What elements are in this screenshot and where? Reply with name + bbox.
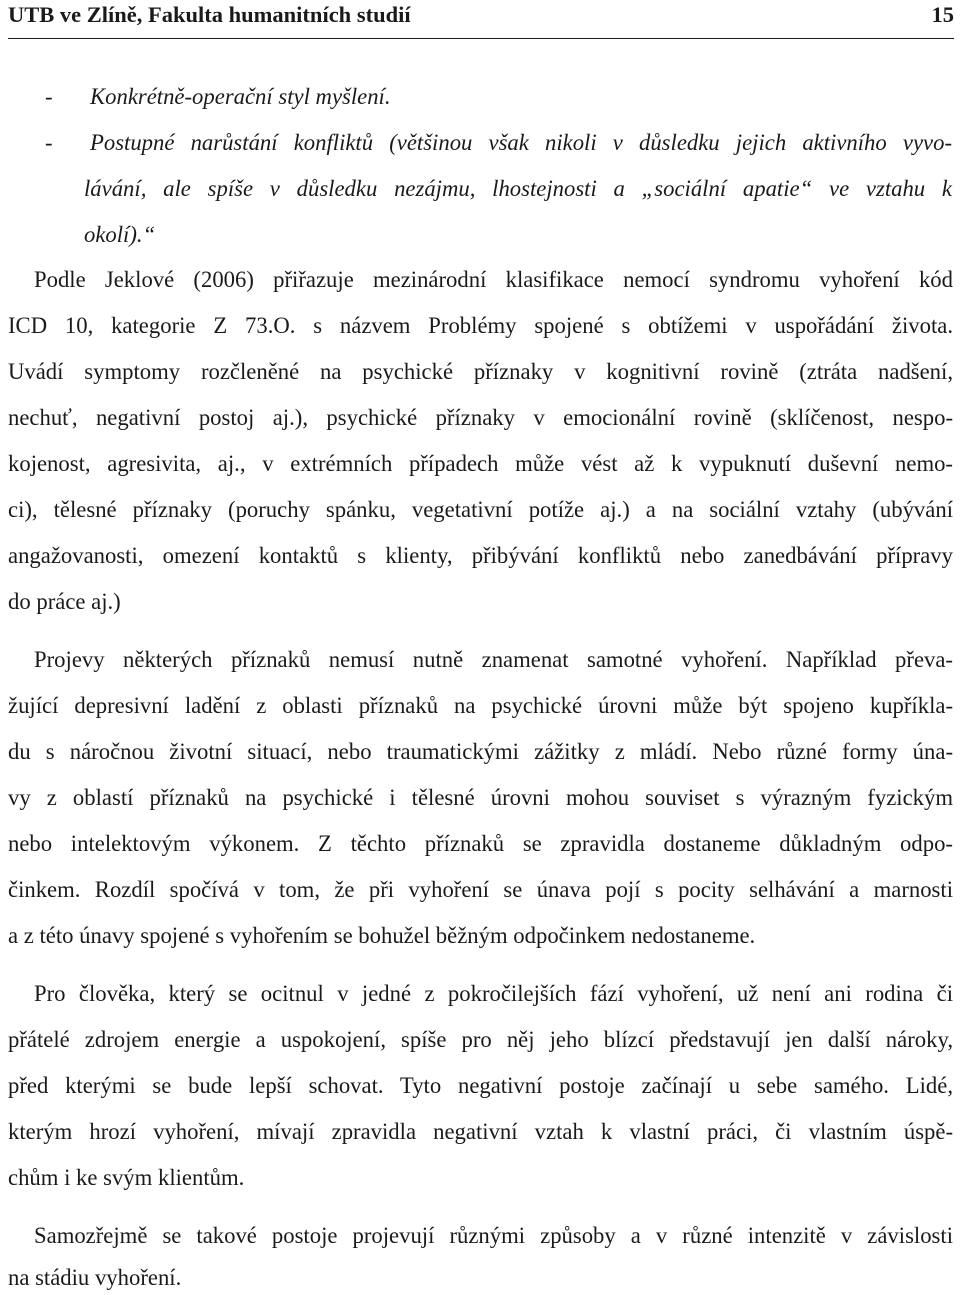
bullet-marker: - xyxy=(45,130,53,155)
paragraph-line: činkem. Rozdíl spočívá v tom, že při vyhoření se únava pojí s pocity selhávání a marnosti xyxy=(8,877,953,902)
paragraph-line: a z této únavy spojené s vyhořením se bohužel běžným odpočinkem nedostaneme. xyxy=(8,923,756,948)
paragraph-line: ci), tělesné příznaky (poruchy spánku, vegetativní potíže aj.) a na sociální vztahy (ubývání xyxy=(8,497,953,522)
page-number: 15 xyxy=(931,2,954,27)
bullet-line: lávání, ale spíše v důsledku nezájmu, lhostejnosti a „sociální apatie“ ve vztahu k xyxy=(84,176,952,201)
header-title: UTB ve Zlíně, Fakulta humanitních studií xyxy=(8,2,411,27)
paragraph-line: na stádiu vyhoření. xyxy=(8,1265,182,1290)
paragraph-line: Projevy některých příznaků nemusí nutně znamenat samotné vyhoření. Například převa- xyxy=(34,647,953,672)
bullet-marker: - xyxy=(45,84,53,109)
paragraph-line: před kterými se bude lepší schovat. Tyto negativní postoje začínají u sebe samého. Lidé, xyxy=(8,1073,953,1098)
paragraph-line: Samozřejmě se takové postoje projevují různými způsoby a v různé intenzitě v závislosti xyxy=(34,1223,953,1248)
running-header xyxy=(8,0,954,39)
paragraph-line: do práce aj.) xyxy=(8,589,121,614)
paragraph-line: kojenost, agresivita, aj., v extrémních případech může vést až k vypuknutí duševní nemo- xyxy=(8,451,953,476)
paragraph-line: Uvádí symptomy rozčleněné na psychické příznaky v kognitivní rovině (ztráta nadšení, xyxy=(8,359,953,384)
bullet-line: Konkrétně-operační styl myšlení. xyxy=(90,84,391,109)
paragraph-line: du s náročnou životní situací, nebo traumatickými zážitky z mládí. Nebo různé formy úna- xyxy=(8,739,953,764)
paragraph-line: ICD 10, kategorie Z 73.O. s názvem Problémy spojené s obtížemi v uspořádání života. xyxy=(8,313,953,338)
paragraph-line: přátelé zdrojem energie a uspokojení, spíše pro něj jeho blízcí představují jen další nároky, xyxy=(8,1027,953,1052)
paragraph-line: nechuť, negativní postoj aj.), psychické příznaky v emocionální rovině (sklíčenost, nespo- xyxy=(8,405,953,430)
bullet-line: Postupné narůstání konfliktů (většinou však nikoli v důsledku jejich aktivního vyvo- xyxy=(90,130,952,155)
paragraph-line: kterým hrozí vyhoření, mívají zpravidla negativní vztah k vlastní práci, či vlastním úspě- xyxy=(8,1119,953,1144)
paragraph-line: Podle Jeklové (2006) přiřazuje mezinárodní klasifikace nemocí syndromu vyhoření kód xyxy=(34,267,953,292)
bullet-line: okolí).“ xyxy=(84,222,156,247)
paragraph-line: angažovanosti, omezení kontaktů s klienty, přibývání konfliktů nebo zanedbávání přípravy xyxy=(8,543,953,568)
paragraph-line: žující depresivní ladění z oblasti příznaků na psychické úrovni může být spojeno kupříkla- xyxy=(8,693,953,718)
paragraph-line: vy z oblastí příznaků na psychické i tělesné úrovni mohou souviset s výrazným fyzickým xyxy=(8,785,953,810)
paragraph-line: chům i ke svým klientům. xyxy=(8,1165,245,1190)
paragraph-line: Pro člověka, který se ocitnul v jedné z pokročilejších fází vyhoření, už není ani rodina či xyxy=(34,981,953,1006)
paragraph-line: nebo intelektovým výkonem. Z těchto příznaků se zpravidla dostaneme důkladným odpo- xyxy=(8,831,953,856)
